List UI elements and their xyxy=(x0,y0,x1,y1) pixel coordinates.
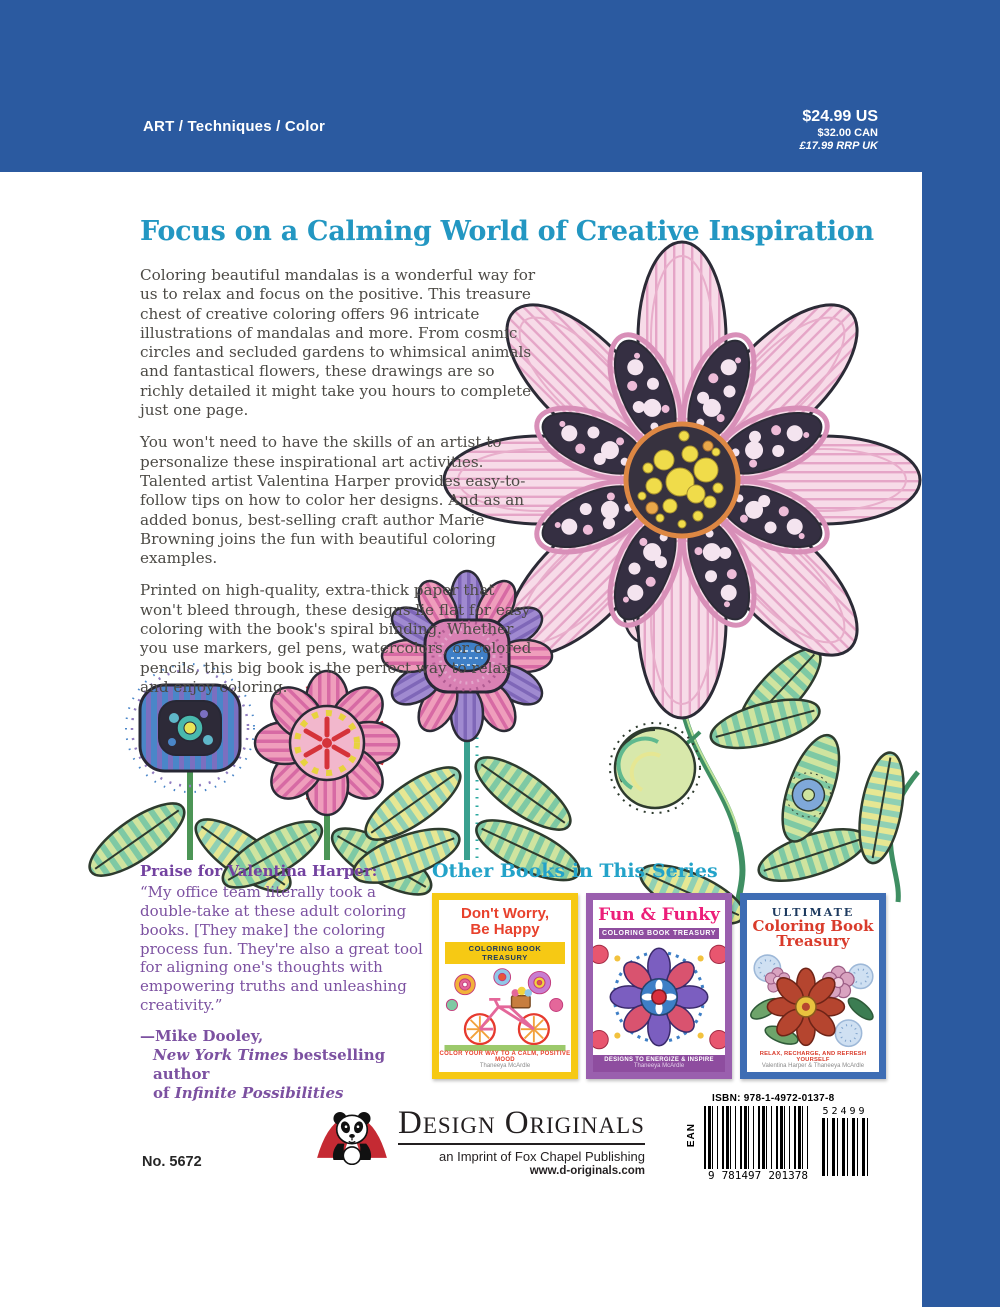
book1-tagline: COLOR YOUR WAY TO A CALM, POSITIVE MOOD xyxy=(439,1051,571,1063)
book2-mandala-art xyxy=(593,939,725,1055)
price-block xyxy=(800,108,878,152)
book1-banner: COLORING BOOK TREASURY xyxy=(445,942,565,964)
book3-title-ultimate: ULTIMATE xyxy=(771,906,855,919)
price-can: $32.00 CAN xyxy=(817,127,878,139)
other-books-row xyxy=(432,893,886,1079)
page-title: Focus on a Calming World of Creative Inspiration xyxy=(140,216,874,247)
publisher-rule xyxy=(398,1143,645,1145)
book-cover-ultimate-treasury xyxy=(740,893,886,1079)
barcode-block xyxy=(684,1093,870,1197)
barcode-addon xyxy=(822,1106,868,1176)
ean-label: EAN xyxy=(686,1123,697,1148)
paragraph-3: Printed on high-quality, extra-thick paper that won't bleed through, these designs lie flat for easy coloring with the book's spiral binding. Whether you use markers, gel pens, watercolors, or colored pencils, this big book is the perfect way to relax and enjoy coloring. xyxy=(140,581,532,696)
publisher-name: Design Originals xyxy=(398,1105,645,1141)
book2-banner: COLORING BOOK TREASURY xyxy=(599,928,719,939)
publisher-website: www.d-originals.com xyxy=(529,1165,645,1177)
item-number: No. 5672 xyxy=(142,1154,202,1170)
book-cover-dont-worry-be-happy xyxy=(432,893,578,1079)
publisher-block xyxy=(316,1107,645,1177)
attribution-line3: of Infinite Possibilities xyxy=(153,1083,344,1102)
book1-bicycle-art xyxy=(439,964,571,1052)
barcode-bars xyxy=(704,1106,812,1178)
praise-attribution xyxy=(140,1027,432,1103)
book2-title: Fun & Funky xyxy=(598,905,720,925)
book1-author: Thaneeya McArdle xyxy=(479,1063,531,1069)
description-copy xyxy=(140,266,538,710)
book2-author: Thaneeya McArdle xyxy=(633,1063,685,1069)
panda-logo-icon xyxy=(316,1107,388,1165)
praise-quote: “My office team literally took a double-take at these adult coloring books. [They make] the coloring process fun. They're also a great tool for aligning one's thoughts with empowering truths and unleashing creativity.” xyxy=(140,882,423,1015)
cover-sheet xyxy=(0,172,922,1307)
publisher-imprint: an Imprint of Fox Chapel Publishing xyxy=(439,1149,645,1164)
book1-title: Don't Worry, Be Happy xyxy=(460,905,549,938)
book3-tagline: RELAX, RECHARGE, AND REFRESH YOURSELF xyxy=(759,1051,867,1063)
price-uk: £17.99 RRP UK xyxy=(799,140,878,152)
praise-heading: Praise for Valentina Harper: xyxy=(140,862,378,880)
isbn-label: ISBN: 978-1-4972-0137-8 xyxy=(712,1093,835,1104)
paragraph-2: You won't need to have the skills of an artist to personalize these inspirational art activities. Talented artist Valentina Harper provides easy-to-follow tips on how to color her designs. And as an added bonus, best-selling craft author Marie Browning joins the fun with beautiful coloring examples. xyxy=(140,433,526,568)
book3-author: Valentina Harper & Thaneeya McArdle xyxy=(761,1063,865,1069)
addon-bars xyxy=(822,1118,868,1176)
book-cover-fun-and-funky xyxy=(586,893,732,1079)
praise-section xyxy=(140,862,432,1103)
book3-floral-art xyxy=(747,950,879,1051)
price-us: $24.99 US xyxy=(802,108,878,125)
category-label: ART / Techniques / Color xyxy=(143,118,326,135)
attribution-line2: New York Times bestselling author xyxy=(153,1046,386,1083)
addon-digits: 52499 xyxy=(822,1106,868,1117)
book3-title-line2: Coloring Book xyxy=(752,917,874,935)
book2-tagline: DESIGNS TO ENERGIZE & INSPIRE xyxy=(604,1057,714,1063)
barcode-digits: 9 781497 201378 xyxy=(698,1169,818,1182)
paragraph-1: Coloring beautiful mandalas is a wonderful way for us to relax and focus on the positive. This treasure chest of creative coloring offers 96 intricate illustrations of mandalas and more. From cosmic circles and secluded gardens to whimsical animals and fantastical flowers, these drawings are so richly detailed it might take you hours to complete just one page. xyxy=(140,266,536,420)
book3-title-line3: Treasury xyxy=(776,932,850,951)
attribution-name: —Mike Dooley, xyxy=(140,1027,264,1046)
other-books-heading: Other Books in This Series xyxy=(432,860,718,882)
